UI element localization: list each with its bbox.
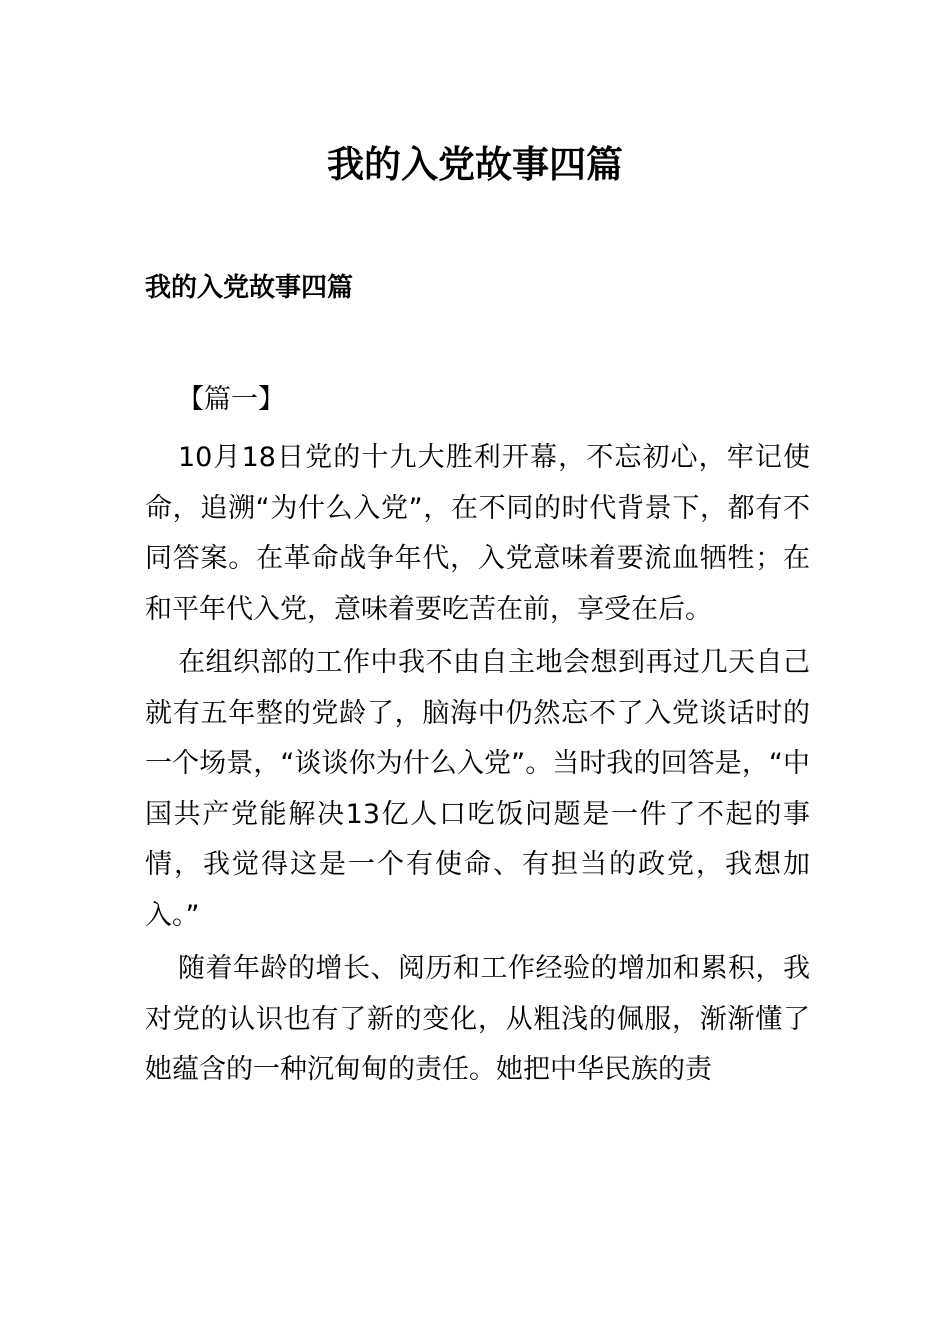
paragraph-3: 随着年龄的增长、阅历和工作经验的增加和累积，我对党的认识也有了新的变化，从粗浅的佩服，渐渐懂了她蕴含的一种沉甸甸的责任。她把中华民族的责 xyxy=(145,953,810,1085)
document-body xyxy=(145,380,810,1099)
paragraph-1: 10月18日党的十九大胜利开幕，不忘初心，牢记使命，追溯“为什么入党”，在不同的时代背景下，都有不同答案。在革命战争年代，入党意味着要流血牺牲；在和平年代入党，意味着要吃苦在前，享受在后。 xyxy=(145,442,810,625)
section-heading: 【篇一】 xyxy=(177,384,285,415)
paragraph-2: 在组织部的工作中我不由自主地会想到再过几天自己就有五年整的党龄了，脑海中仍然忘不了入党谈话时的一个场景，“谈谈你为什么入党”。当时我的回答是，“中国共产党能解决13亿人口吃饭问题是一件了不起的事情，我觉得这是一个有使命、有担当的政党，我想加入。” xyxy=(145,647,810,931)
document-title: 我的入党故事四篇 xyxy=(327,143,623,186)
document-subtitle: 我的入党故事四篇 xyxy=(145,273,354,303)
